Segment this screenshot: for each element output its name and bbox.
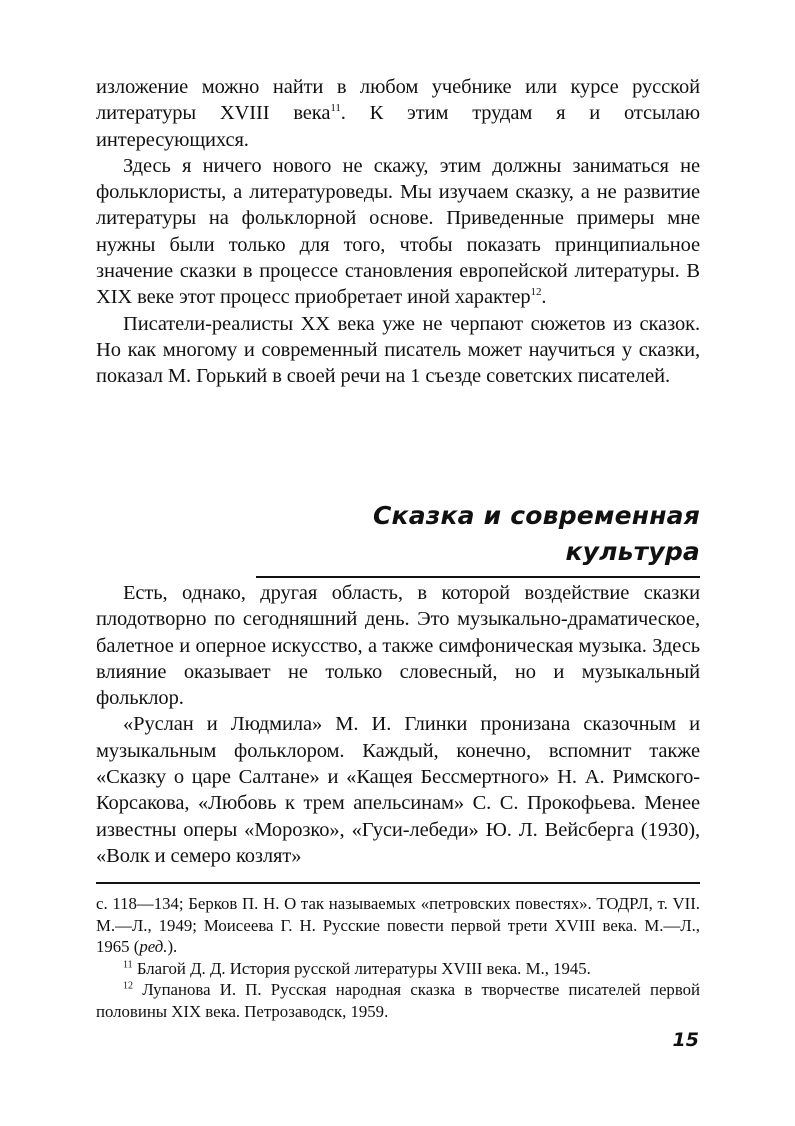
paragraph-music: Есть, однако, другая область, в которой воздействие сказки плодотворно по сегодняшний день. Это музыкально-драматическое, балетное и оперное искусство, а также симфоническая музыка. Здесь влияние оказывает не только словесный, но и музыкальный фольклор.: [96, 582, 700, 710]
footnote-continued: с. 118—134; Берков П. Н. О так называемых «петровских повестях». ТОДРЛ, т. VII. М.—Л., 1949; Моисеева Г. Н. Русские повести первой трети XVIII века. М.—Л., 1965 (ред.).: [96, 894, 700, 956]
section-heading: Сказка и современная культура: [373, 501, 700, 566]
paragraph-continued: изложение можно найти в любом учебнике или курсе русской литературы XVIII века$^{11}$. К этим трудам я и отсылаю интересующихся.: [96, 76, 700, 151]
page-number: 15: [672, 1029, 699, 1051]
body-text-top: [96, 74, 700, 390]
body-text-section: [96, 580, 700, 869]
footnote-12: $^{12}$ Лупанова И. П. Русская народная сказка в творчестве писателей первой половины XIX века. Петрозаводск, 1959.: [96, 980, 700, 1021]
paragraph-operas: «Руслан и Людмила» М. И. Глинки пронизана сказочным и музыкальным фольклором. Каждый, конечно, вспомнит также «Сказку о царе Салтане» и «Кащея Бессмертного» Н. А. Римского-Корсакова, «Любовь к трем апельсинам» С. С. Прокофьева. Менее известны оперы «Морозко», «Гуси-лебеди» Ю. Л. Вейсберга (1930), «Волк и семеро козлят»: [96, 713, 700, 867]
footnote-mark-11: 11: [123, 958, 133, 970]
footnotes: [96, 893, 700, 1022]
paragraph-realists: Писатели-реалисты XX века уже не черпают сюжетов из сказок. Но как многому и современный писатель может научиться у сказки, показал М. Горький в своей речи на 1 съезде советских писателей.: [96, 312, 700, 388]
section-heading-block: [256, 498, 700, 578]
footnote-ref-12[interactable]: 12: [530, 286, 542, 299]
footnote-11: $^{11}$ Благой Д. Д. История русской литературы XVIII века. М., 1945.: [123, 958, 591, 978]
heading-underline: [256, 576, 700, 578]
footnote-ref-11[interactable]: 11: [330, 102, 341, 115]
footnote-mark-12: 12: [123, 980, 133, 992]
paragraph-folklorists: Здесь я ничего нового не скажу, этим должны заниматься не фольклористы, а литературоведы. Мы изучаем сказку, а не развитие литературы на фольклорной основе. Приведенные примеры мне нужны были только для того, чтобы показать принципиальное значение сказки в процессе становления европейской литературы. В XIX веке этот процесс приобретает иной характер$^{12}$.: [96, 154, 700, 309]
footnote-separator: [96, 882, 700, 884]
